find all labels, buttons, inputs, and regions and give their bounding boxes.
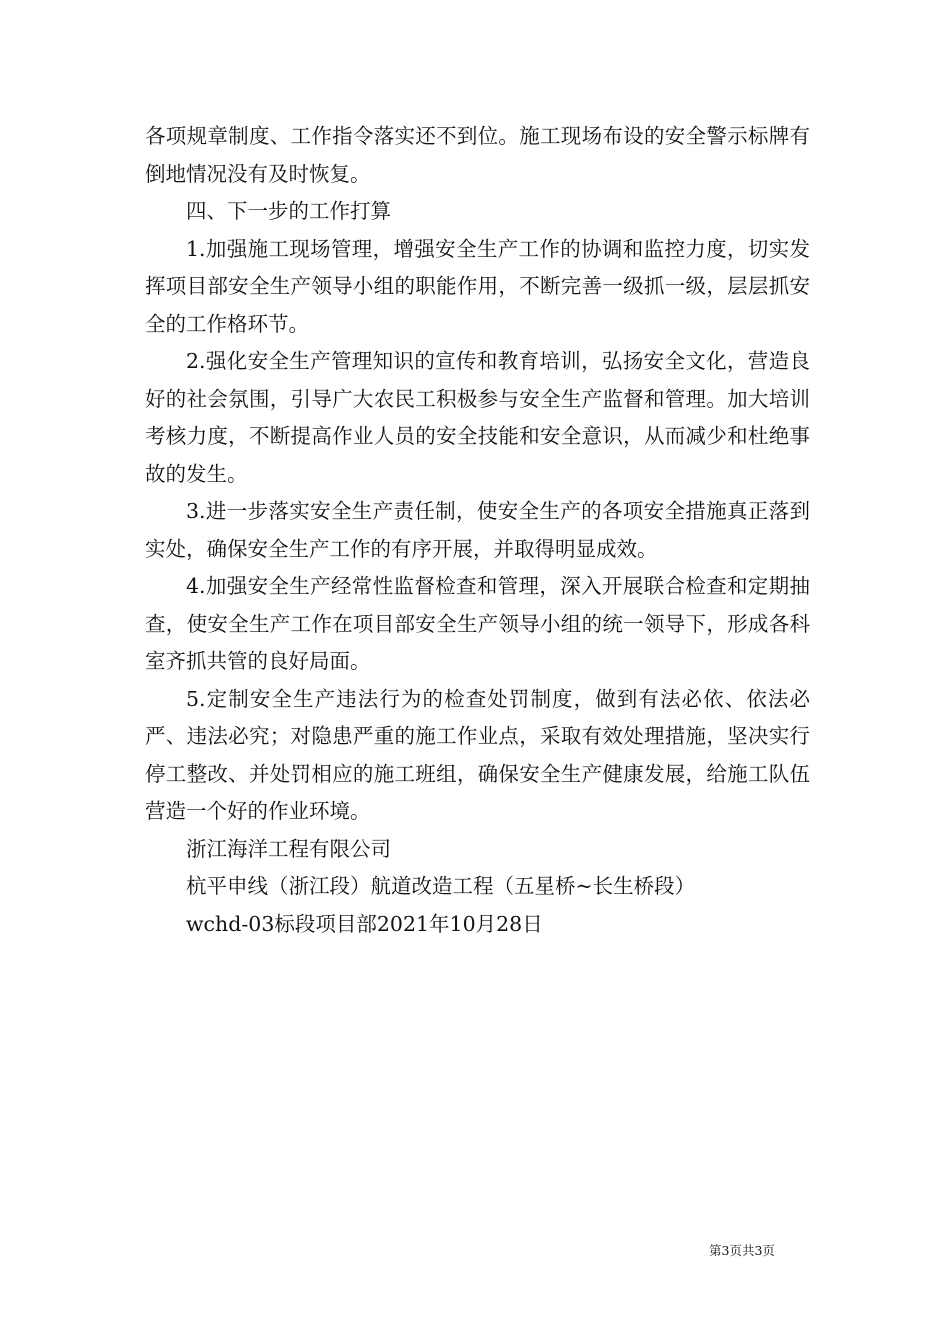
- list-item: 4.加强安全生产经常性监督检查和管理，深入开展联合检查和定期抽查，使安全生产工作在项目部安全生产领导小组的统一领导下，形成各科室齐抓共管的良好局面。: [145, 574, 810, 673]
- page-number: 第3页共3页: [709, 1243, 775, 1258]
- list-item: 2.强化安全生产管理知识的宣传和教育培训，弘扬安全文化，营造良好的社会氛围，引导广大农民工积极参与安全生产监督和管理。加大培训考核力度，不断提高作业人员的安全技能和安全意识，从而减少和杜绝事故的发生。: [145, 349, 810, 486]
- section-heading: 四、下一步的工作打算: [186, 199, 391, 223]
- list-item: 5.定制安全生产违法行为的检查处罚制度，做到有法必依、依法必严、违法必究；对隐患严重的施工作业点，采取有效处理措施，坚决实行停工整改、并处罚相应的施工班组，确保安全生产健康发展，给施工队伍营造一个好的作业环境。: [145, 686, 810, 823]
- document-body: [145, 118, 810, 943]
- signature-section-date: wchd-03标段项目部2021年10月28日: [186, 911, 543, 936]
- list-item: 1.加强施工现场管理，增强安全生产工作的协调和监控力度，切实发挥项目部安全生产领导小组的职能作用，不断完善一级抓一级，层层抓安全的工作格环节。: [145, 236, 810, 336]
- paragraph-continuation: 各项规章制度、工作指令落实还不到位。施工现场布设的安全警示标牌有倒地情况没有及时恢复。: [145, 124, 810, 186]
- signature-company: 浙江海洋工程有限公司: [186, 836, 391, 861]
- signature-project: 杭平申线（浙江段）航道改造工程（五星桥~长生桥段）: [186, 874, 696, 898]
- list-item: 3.进一步落实安全生产责任制，使安全生产的各项安全措施真正落到实处，确保安全生产工作的有序开展，并取得明显成效。: [145, 499, 810, 561]
